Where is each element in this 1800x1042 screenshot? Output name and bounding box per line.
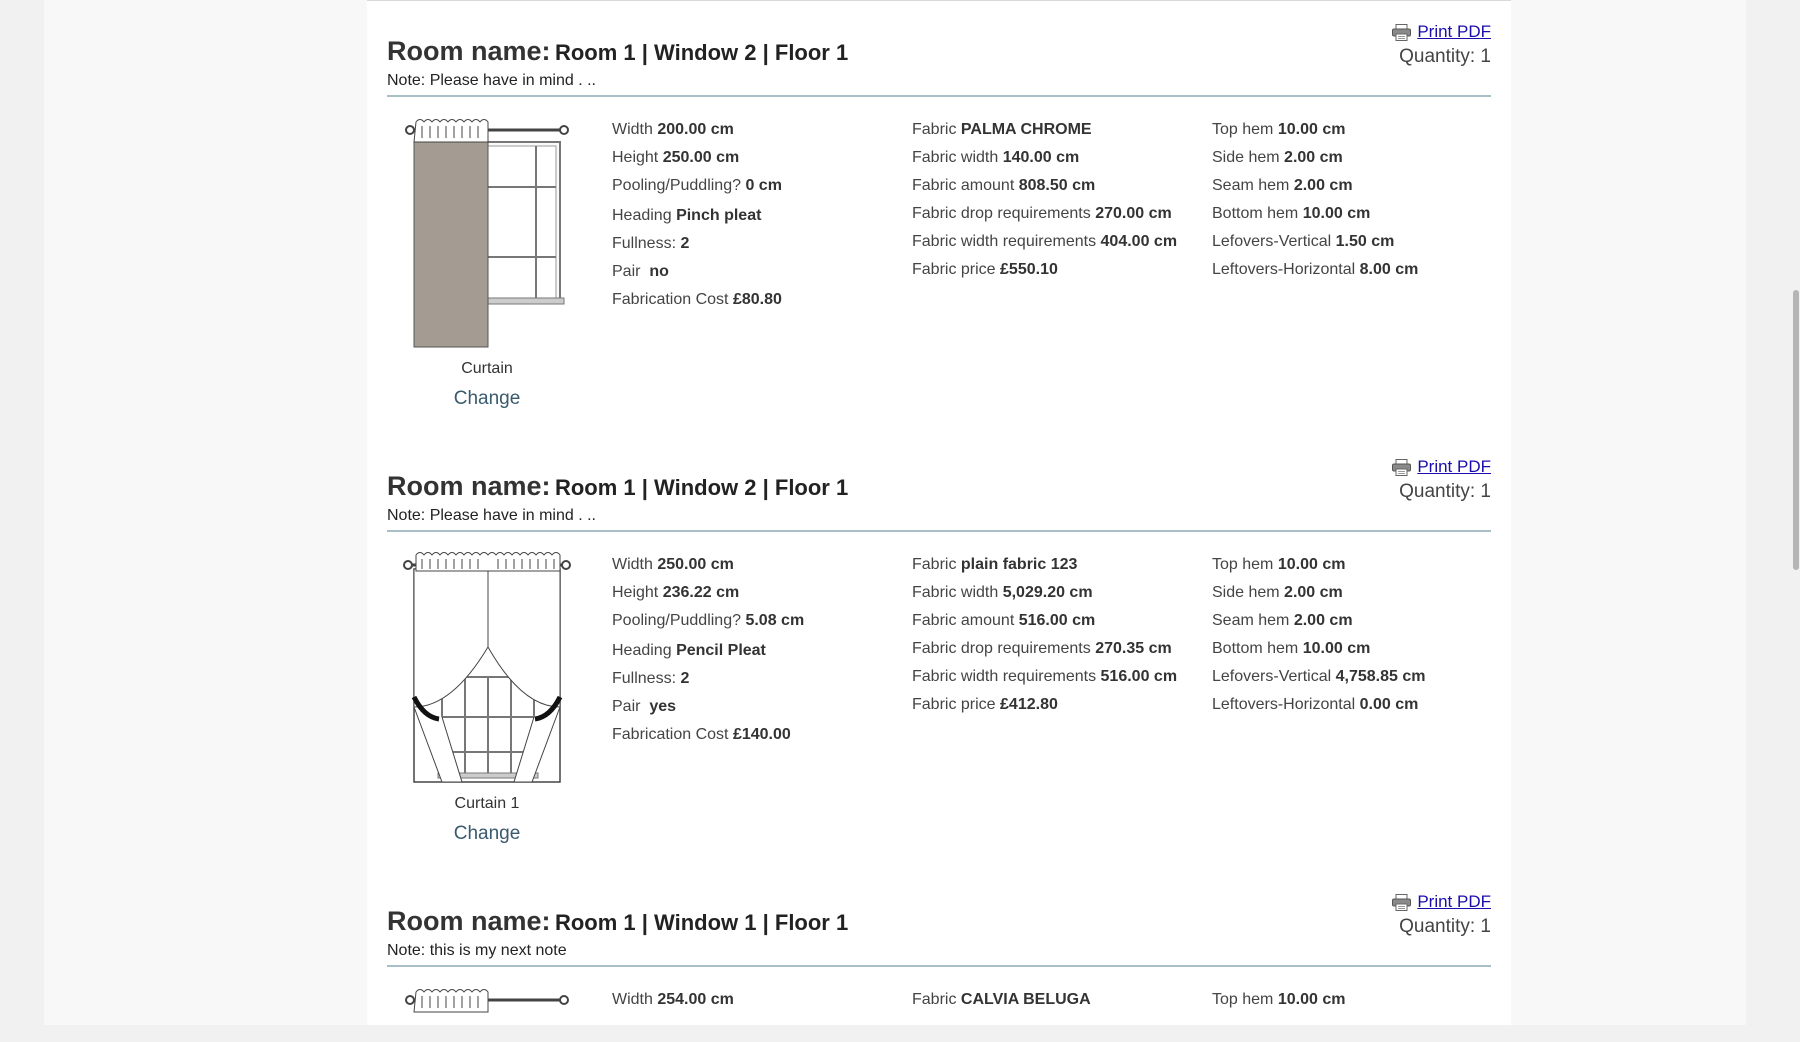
room-name-label: Room name: xyxy=(387,36,551,66)
spec-row: Fabrication Cost £80.80 xyxy=(612,291,782,308)
printer-icon xyxy=(1392,24,1411,41)
curtain-pair-image xyxy=(402,547,572,787)
spec-row: Side hem 2.00 cm xyxy=(1212,584,1343,601)
curtain-image-column xyxy=(387,547,587,845)
print-pdf-link[interactable]: Print PDF xyxy=(1417,22,1491,41)
hems-column xyxy=(1212,551,1492,719)
printer-icon xyxy=(1392,459,1411,476)
section-divider xyxy=(387,965,1491,967)
change-button[interactable]: Change xyxy=(453,388,521,409)
curtain-image-partial xyxy=(402,982,572,1042)
print-pdf[interactable] xyxy=(1392,22,1491,42)
spec-row: Fabric width requirements 516.00 cm xyxy=(912,668,1178,685)
quantity: Quantity: 1 xyxy=(1399,916,1491,937)
print-pdf[interactable] xyxy=(1392,457,1491,477)
curtain-image-column xyxy=(387,982,587,1042)
fabric-column xyxy=(912,116,1187,284)
room-note: Note: Please have in mind . .. xyxy=(387,507,596,524)
spec-row: Fabric drop requirements 270.00 cm xyxy=(912,205,1172,222)
spec-row: Height 236.22 cm xyxy=(612,584,740,601)
room-note: Note: this is my next note xyxy=(387,942,567,959)
spec-row: Width 250.00 cm xyxy=(612,556,734,573)
printer-icon xyxy=(1392,894,1411,911)
spec-row: Fabric width 5,029.20 cm xyxy=(912,584,1093,601)
room-title xyxy=(387,906,848,937)
print-pdf[interactable] xyxy=(1392,892,1491,912)
spec-row: Heading Pinch pleat xyxy=(612,207,762,224)
room-title xyxy=(387,471,848,502)
spec-row: Fullness: 2 xyxy=(612,670,690,687)
print-pdf-link[interactable]: Print PDF xyxy=(1417,892,1491,911)
room-name-value: Room 1 | Window 2 | Floor 1 xyxy=(554,475,849,500)
spec-row: Fabric width requirements 404.00 cm xyxy=(912,233,1178,250)
spec-row: Leftovers-Horizontal 8.00 cm xyxy=(1212,261,1419,278)
section-divider xyxy=(387,95,1491,97)
spec-row: Fabric plain fabric 123 xyxy=(912,556,1078,573)
room-name-label: Room name: xyxy=(387,906,551,936)
room-name-value: Room 1 | Window 2 | Floor 1 xyxy=(554,40,849,65)
spec-row: Pair yes xyxy=(612,698,677,715)
change-button[interactable]: Change xyxy=(453,823,521,844)
spec-row: Bottom hem 10.00 cm xyxy=(1212,205,1371,222)
page-background xyxy=(44,0,1746,1025)
spec-row: Bottom hem 10.00 cm xyxy=(1212,640,1371,657)
spec-row: Fabric width 140.00 cm xyxy=(912,149,1080,166)
quantity: Quantity: 1 xyxy=(1399,46,1491,67)
curtain-caption: Curtain 1 xyxy=(454,795,520,812)
quantity: Quantity: 1 xyxy=(1399,481,1491,502)
spec-row: Lefovers-Vertical 1.50 cm xyxy=(1212,233,1395,250)
spec-row: Pooling/Puddling? 0 cm xyxy=(612,177,782,194)
curtain-single-panel-image xyxy=(402,112,572,352)
spec-row: Seam hem 2.00 cm xyxy=(1212,177,1353,194)
room-name-label: Room name: xyxy=(387,471,551,501)
spec-row: Heading Pencil Pleat xyxy=(612,642,766,659)
room-note: Note: Please have in mind . .. xyxy=(387,72,596,89)
spec-row: Width 254.00 cm xyxy=(612,991,734,1008)
spec-row: Fabric price £550.10 xyxy=(912,261,1058,278)
spec-row: Fabric price £412.80 xyxy=(912,696,1058,713)
spec-row: Top hem 10.00 cm xyxy=(1212,121,1346,138)
spec-row: Fabric CALVIA BELUGA xyxy=(912,991,1091,1008)
spec-row: Seam hem 2.00 cm xyxy=(1212,612,1353,629)
spec-row: Fabrication Cost £140.00 xyxy=(612,726,791,743)
spec-row: Top hem 10.00 cm xyxy=(1212,991,1346,1008)
spec-row: Pooling/Puddling? 5.08 cm xyxy=(612,612,805,629)
spec-row: Fabric amount 808.50 cm xyxy=(912,177,1096,194)
print-pdf-link[interactable]: Print PDF xyxy=(1417,457,1491,476)
section-divider xyxy=(387,530,1491,532)
scrollbar-thumb[interactable] xyxy=(1793,290,1799,570)
hems-column xyxy=(1212,986,1492,1014)
spec-row: Leftovers-Horizontal 0.00 cm xyxy=(1212,696,1419,713)
dimensions-column xyxy=(612,986,882,1014)
spec-row: Fabric amount 516.00 cm xyxy=(912,612,1096,629)
spec-row: Side hem 2.00 cm xyxy=(1212,149,1343,166)
fabric-column xyxy=(912,986,1187,1014)
content-panel xyxy=(367,0,1511,1025)
fabric-column xyxy=(912,551,1187,719)
vertical-scrollbar[interactable] xyxy=(1792,0,1800,1025)
dimensions-column xyxy=(612,551,882,749)
room-title xyxy=(387,36,848,67)
curtain-image-column xyxy=(387,112,587,410)
top-divider xyxy=(367,0,1511,1)
spec-row: Width 200.00 cm xyxy=(612,121,734,138)
spec-row: Lefovers-Vertical 4,758.85 cm xyxy=(1212,668,1426,685)
spec-row: Pair no xyxy=(612,263,669,280)
spec-row: Fullness: 2 xyxy=(612,235,690,252)
spec-row: Height 250.00 cm xyxy=(612,149,740,166)
spec-row: Top hem 10.00 cm xyxy=(1212,556,1346,573)
room-name-value: Room 1 | Window 1 | Floor 1 xyxy=(554,910,849,935)
curtain-caption: Curtain xyxy=(461,360,513,377)
dimensions-column xyxy=(612,116,882,314)
hems-column xyxy=(1212,116,1492,284)
spec-row: Fabric drop requirements 270.35 cm xyxy=(912,640,1172,657)
spec-row: Fabric PALMA CHROME xyxy=(912,121,1092,138)
